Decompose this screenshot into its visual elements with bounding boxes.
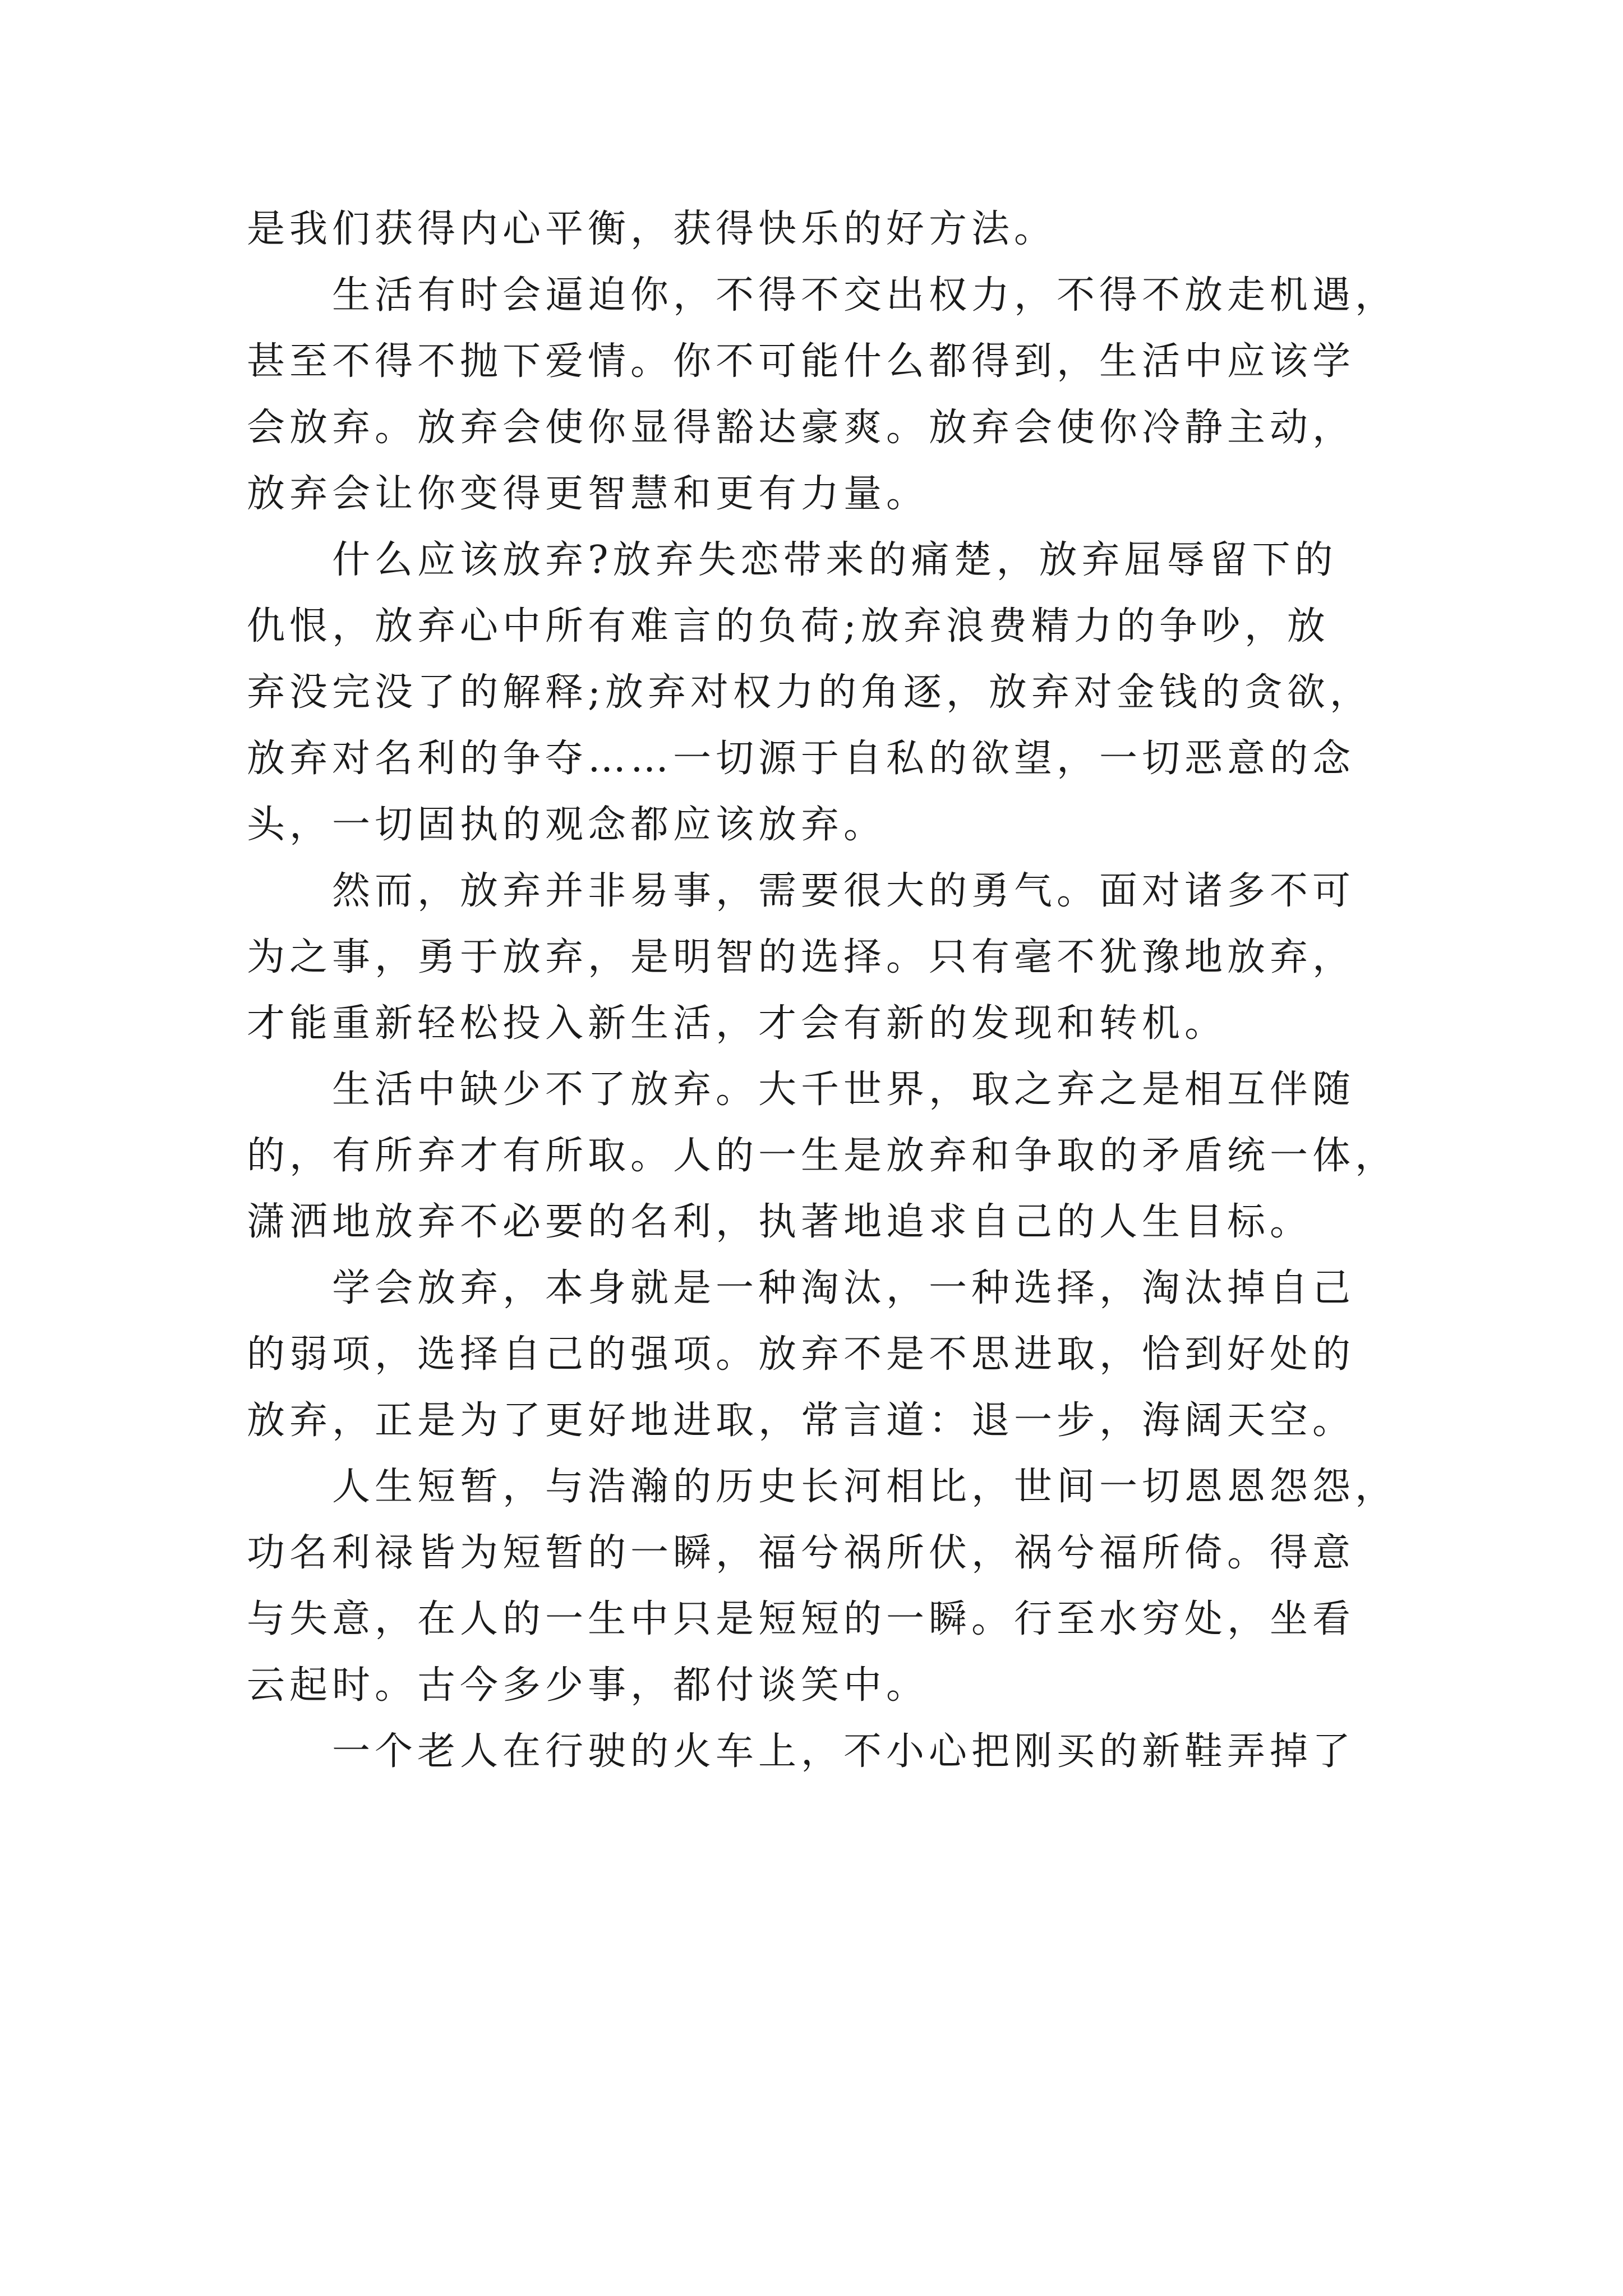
text-line: 的，有所弃才有所取。人的一生是放弃和争取的矛盾统一体， — [247, 1134, 1398, 1178]
paragraph — [247, 1719, 1380, 1785]
text-line: 放弃会让你变得更智慧和更有力量。 — [247, 472, 929, 516]
paragraph — [247, 527, 1380, 858]
text-line: 会放弃。放弃会使你显得豁达豪爽。放弃会使你冷静主动， — [247, 406, 1355, 450]
paragraph — [247, 263, 1398, 527]
text-line: 然而，放弃并非易事，需要很大的勇气。面对诸多不可 — [332, 869, 1355, 913]
body-text — [247, 196, 1398, 1785]
text-line: 功名利禄皆为短暂的一瞬，福兮祸所伏，祸兮福所倚。得意 — [247, 1531, 1355, 1575]
paragraph — [247, 1255, 1380, 1454]
text-line: 放弃，正是为了更好地进取，常言道：退一步，海阔天空。 — [247, 1398, 1355, 1443]
text-line: 放弃对名利的争夺……一切源于自私的欲望，一切恶意的念 — [247, 737, 1355, 781]
text-line: 才能重新轻松投入新生活，才会有新的发现和转机。 — [247, 1001, 1228, 1046]
paragraph — [247, 1057, 1398, 1255]
text-line: 潇洒地放弃不必要的名利，执著地追求自己的人生目标。 — [247, 1200, 1313, 1244]
text-line: 甚至不得不抛下爱情。你不可能什么都得到，生活中应该学 — [247, 339, 1355, 384]
text-line: 仇恨，放弃心中所有难言的负荷;放弃浪费精力的争吵，放 — [247, 604, 1330, 648]
paragraph — [247, 196, 1380, 263]
text-line: 学会放弃，本身就是一种淘汰，一种选择，淘汰掉自己 — [332, 1266, 1355, 1310]
text-line: 什么应该放弃?放弃失恋带来的痛楚，放弃屈辱留下的 — [332, 538, 1338, 582]
text-line: 头，一切固执的观念都应该放弃。 — [247, 803, 887, 847]
paragraph — [247, 1454, 1398, 1719]
text-line: 生活有时会逼迫你，不得不交出权力，不得不放走机遇， — [332, 273, 1398, 318]
text-line: 为之事，勇于放弃，是明智的选择。只有毫不犹豫地放弃， — [247, 935, 1355, 979]
text-line: 的弱项，选择自己的强项。放弃不是不思进取，恰到好处的 — [247, 1332, 1355, 1377]
text-line: 是我们获得内心平衡，获得快乐的好方法。 — [247, 207, 1057, 251]
text-line: 生活中缺少不了放弃。大千世界，取之弃之是相互伴随 — [332, 1068, 1355, 1112]
paragraph — [247, 858, 1380, 1057]
text-line: 人生短暂，与浩瀚的历史长河相比，世间一切恩恩怨怨， — [332, 1465, 1398, 1509]
text-line: 与失意，在人的一生中只是短短的一瞬。行至水穷处，坐看 — [247, 1597, 1355, 1641]
text-line: 一个老人在行驶的火车上，不小心把刚买的新鞋弄掉了 — [332, 1729, 1355, 1774]
text-line: 云起时。古今多少事，都付谈笑中。 — [247, 1663, 929, 1708]
text-line: 弃没完没了的解释;放弃对权力的角逐，放弃对金钱的贪欲， — [247, 670, 1372, 715]
